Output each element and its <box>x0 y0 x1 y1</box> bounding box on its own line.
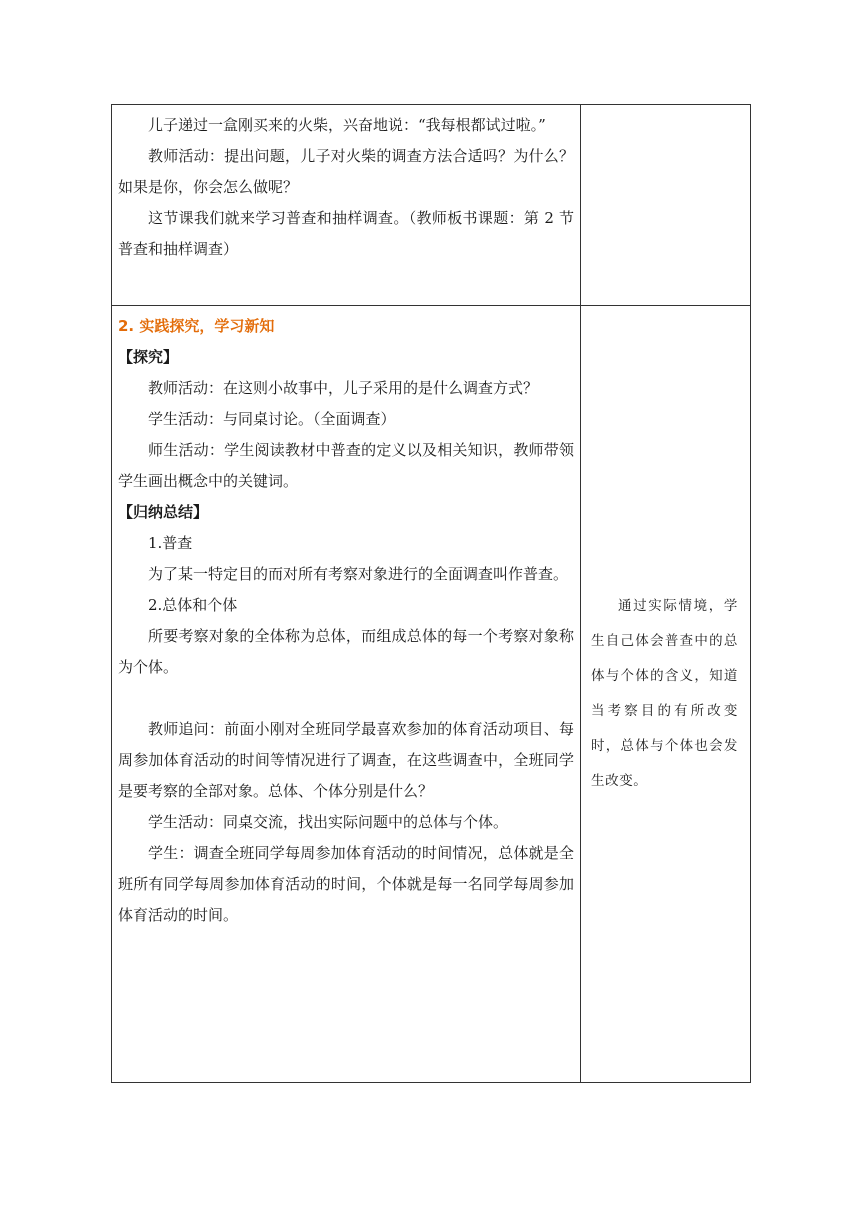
summary-item: 2.总体和个体 <box>148 596 238 614</box>
lesson-topic-paragraph: 这节课我们就来学习普查和抽样调查。（教师板书课题：第 2 节 普查和抽样调查） <box>118 209 574 258</box>
summary-item: 1.普查 <box>148 534 193 552</box>
explore-paragraph: 教师活动：在这则小故事中，儿子采用的是什么调查方式？ <box>148 379 539 397</box>
section-title: 2. 实践探究，学习新知 <box>118 317 275 335</box>
side-cell-intro <box>581 105 751 306</box>
explore-header: 【探究】 <box>118 348 179 366</box>
table-row-intro <box>112 105 751 306</box>
side-cell-explore <box>581 306 751 1083</box>
teacher-question-paragraph: 教师活动：提出问题，儿子对火柴的调查方法合适吗？为什么？如果是你，你会怎么做呢？ <box>118 147 574 196</box>
followup-paragraph: 学生：调查全班同学每周参加体育活动的时间情况，总体就是全班所有同学每周参加体育活动的时间，个体就是每一名同学每周参加体育活动的时间。 <box>118 844 574 924</box>
lesson-table <box>111 104 751 1083</box>
followup-paragraph: 学生活动：同桌交流，找出实际问题中的总体与个体。 <box>148 813 509 831</box>
main-cell-explore <box>112 306 581 1083</box>
main-cell-intro <box>112 105 581 306</box>
summary-header: 【归纳总结】 <box>118 503 209 521</box>
summary-item: 为了某一特定目的而对所有考察对象进行的全面调查叫作普查。 <box>148 565 569 583</box>
design-intent-note: 通过实际情境，学生自己体会普查中的总体与个体的含义，知道当考察目的有所改变时，总体与个体也会发生改变。 <box>591 598 738 789</box>
explore-paragraph: 学生活动：与同桌讨论。（全面调查） <box>148 410 396 428</box>
story-paragraph: 儿子递过一盒刚买来的火柴，兴奋地说：“我每根都试过啦。” <box>148 116 546 134</box>
table-row-explore <box>112 306 751 1083</box>
explore-paragraph: 师生活动：学生阅读教材中普查的定义以及相关知识，教师带领学生画出概念中的关键词。 <box>118 441 574 490</box>
blank-line <box>118 683 574 714</box>
followup-paragraph: 教师追问：前面小刚对全班同学最喜欢参加的体育活动项目、每周参加体育活动的时间等情况进行了调查，在这些调查中，全班同学是要考察的全部对象。总体、个体分别是什么？ <box>118 720 574 800</box>
summary-item: 所要考察对象的全体称为总体，而组成总体的每一个考察对象称为个体。 <box>118 627 574 676</box>
